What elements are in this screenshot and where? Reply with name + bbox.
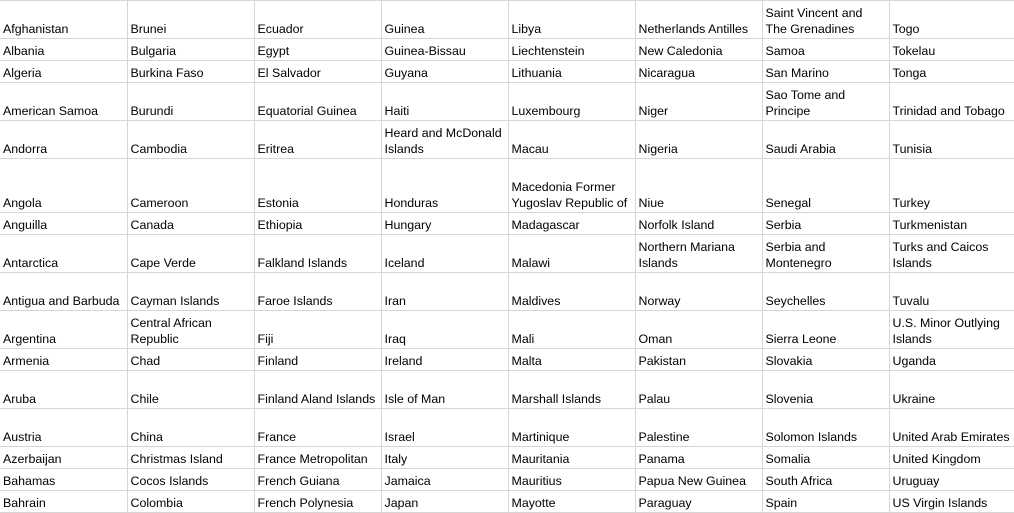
table-cell[interactable]: Nicaragua [635, 61, 762, 83]
table-cell[interactable]: Norway [635, 273, 762, 311]
table-cell[interactable]: Uganda [889, 349, 1014, 371]
table-cell[interactable]: US Virgin Islands [889, 491, 1014, 513]
table-cell[interactable]: Saint Vincent and The Grenadines [762, 1, 889, 39]
table-cell[interactable]: Norfolk Island [635, 213, 762, 235]
table-cell[interactable]: Mayotte [508, 491, 635, 513]
table-cell[interactable]: Algeria [0, 61, 127, 83]
table-cell[interactable]: Mauritania [508, 447, 635, 469]
table-cell[interactable]: Malta [508, 349, 635, 371]
table-cell[interactable]: Luxembourg [508, 83, 635, 121]
table-cell[interactable]: Saudi Arabia [762, 121, 889, 159]
table-cell[interactable]: Turkmenistan [889, 213, 1014, 235]
table-cell[interactable]: Cayman Islands [127, 273, 254, 311]
table-row [0, 447, 1014, 469]
table-cell[interactable]: Antarctica [0, 235, 127, 273]
table-cell[interactable]: France Metropolitan [254, 447, 381, 469]
table-row [0, 121, 1014, 159]
table-cell[interactable]: Iceland [381, 235, 508, 273]
table-row [0, 61, 1014, 83]
table-cell[interactable]: Andorra [0, 121, 127, 159]
table-cell[interactable]: Ukraine [889, 371, 1014, 409]
table-cell[interactable]: Albania [0, 39, 127, 61]
table-cell[interactable]: Brunei [127, 1, 254, 39]
table-cell[interactable]: Senegal [762, 159, 889, 213]
table-cell[interactable]: Maldives [508, 273, 635, 311]
table-cell[interactable]: American Samoa [0, 83, 127, 121]
table-cell[interactable]: Austria [0, 409, 127, 447]
table-row [0, 273, 1014, 311]
table-cell[interactable]: Cameroon [127, 159, 254, 213]
table-cell[interactable]: Nigeria [635, 121, 762, 159]
table-row [0, 371, 1014, 409]
table-cell[interactable]: Tonga [889, 61, 1014, 83]
table-row [0, 469, 1014, 491]
table-cell[interactable]: Chad [127, 349, 254, 371]
table-row [0, 39, 1014, 61]
table-cell[interactable]: Faroe Islands [254, 273, 381, 311]
table-cell[interactable]: Sao Tome and Principe [762, 83, 889, 121]
table-cell[interactable]: Macau [508, 121, 635, 159]
table-cell[interactable]: Slovakia [762, 349, 889, 371]
table-cell[interactable]: Canada [127, 213, 254, 235]
table-cell[interactable]: Libya [508, 1, 635, 39]
table-cell[interactable]: San Marino [762, 61, 889, 83]
table-cell[interactable]: Ecuador [254, 1, 381, 39]
table-cell[interactable]: Somalia [762, 447, 889, 469]
table-cell[interactable]: Burkina Faso [127, 61, 254, 83]
table-cell[interactable]: Iran [381, 273, 508, 311]
table-row [0, 83, 1014, 121]
table-cell[interactable]: Turks and Caicos Islands [889, 235, 1014, 273]
table-cell[interactable]: Falkland Islands [254, 235, 381, 273]
table-cell[interactable]: Mauritius [508, 469, 635, 491]
table-cell[interactable]: Antigua and Barbuda [0, 273, 127, 311]
table-cell[interactable]: Egypt [254, 39, 381, 61]
table-cell[interactable]: Honduras [381, 159, 508, 213]
table-row [0, 491, 1014, 513]
table-cell[interactable]: Colombia [127, 491, 254, 513]
table-cell[interactable]: Finland [254, 349, 381, 371]
table-cell[interactable]: Tokelau [889, 39, 1014, 61]
table-cell[interactable]: Guinea-Bissau [381, 39, 508, 61]
table-cell[interactable]: Niue [635, 159, 762, 213]
table-cell[interactable]: Macedonia Former Yugoslav Republic of [508, 159, 635, 213]
table-cell[interactable]: Paraguay [635, 491, 762, 513]
table-cell[interactable]: Equatorial Guinea [254, 83, 381, 121]
table-cell[interactable]: Ireland [381, 349, 508, 371]
table-row [0, 409, 1014, 447]
table-cell[interactable]: Oman [635, 311, 762, 349]
table-cell[interactable]: Seychelles [762, 273, 889, 311]
table-cell[interactable]: China [127, 409, 254, 447]
table-cell[interactable]: French Polynesia [254, 491, 381, 513]
table-cell[interactable]: Mali [508, 311, 635, 349]
table-cell[interactable]: Madagascar [508, 213, 635, 235]
table-row [0, 235, 1014, 273]
table-cell[interactable]: Netherlands Antilles [635, 1, 762, 39]
table-cell[interactable]: Aruba [0, 371, 127, 409]
table-cell[interactable]: Trinidad and Tobago [889, 83, 1014, 121]
table-cell[interactable]: Guinea [381, 1, 508, 39]
table-row [0, 349, 1014, 371]
table-cell[interactable]: Liechtenstein [508, 39, 635, 61]
table-cell[interactable]: Azerbaijan [0, 447, 127, 469]
table-cell[interactable]: Fiji [254, 311, 381, 349]
table-cell[interactable]: Ethiopia [254, 213, 381, 235]
table-cell[interactable]: Cocos Islands [127, 469, 254, 491]
table-cell[interactable]: Marshall Islands [508, 371, 635, 409]
table-cell[interactable]: Tunisia [889, 121, 1014, 159]
table-cell[interactable]: Angola [0, 159, 127, 213]
country-table-body [0, 1, 1014, 513]
table-row [0, 159, 1014, 213]
table-cell[interactable]: Slovenia [762, 371, 889, 409]
table-cell[interactable]: Martinique [508, 409, 635, 447]
table-cell[interactable]: Heard and McDonald Islands [381, 121, 508, 159]
table-row [0, 1, 1014, 39]
table-cell[interactable]: Niger [635, 83, 762, 121]
table-cell[interactable]: New Caledonia [635, 39, 762, 61]
table-cell[interactable]: Anguilla [0, 213, 127, 235]
table-cell[interactable]: Iraq [381, 311, 508, 349]
table-cell[interactable]: Spain [762, 491, 889, 513]
table-row [0, 311, 1014, 349]
table-cell[interactable]: Chile [127, 371, 254, 409]
table-cell[interactable]: Northern Mariana Islands [635, 235, 762, 273]
table-cell[interactable]: Serbia and Montenegro [762, 235, 889, 273]
table-cell[interactable]: Panama [635, 447, 762, 469]
table-cell[interactable]: Bahamas [0, 469, 127, 491]
table-cell[interactable]: Papua New Guinea [635, 469, 762, 491]
table-cell[interactable]: Eritrea [254, 121, 381, 159]
table-cell[interactable]: Estonia [254, 159, 381, 213]
table-cell[interactable]: Christmas Island [127, 447, 254, 469]
table-cell[interactable]: South Africa [762, 469, 889, 491]
table-cell[interactable]: Israel [381, 409, 508, 447]
table-cell[interactable]: Armenia [0, 349, 127, 371]
table-cell[interactable]: Malawi [508, 235, 635, 273]
table-cell[interactable]: Palau [635, 371, 762, 409]
table-cell[interactable]: Turkey [889, 159, 1014, 213]
table-cell[interactable]: Serbia [762, 213, 889, 235]
table-cell[interactable]: Cape Verde [127, 235, 254, 273]
table-cell[interactable]: Bahrain [0, 491, 127, 513]
table-cell[interactable]: Jamaica [381, 469, 508, 491]
table-cell[interactable]: Italy [381, 447, 508, 469]
table-cell[interactable]: Haiti [381, 83, 508, 121]
table-cell[interactable]: Japan [381, 491, 508, 513]
table-cell[interactable]: Pakistan [635, 349, 762, 371]
table-cell[interactable]: Central African Republic [127, 311, 254, 349]
table-cell[interactable]: Togo [889, 1, 1014, 39]
table-cell[interactable]: Afghanistan [0, 1, 127, 39]
table-cell[interactable]: United Kingdom [889, 447, 1014, 469]
table-cell[interactable]: Bulgaria [127, 39, 254, 61]
table-cell[interactable]: Burundi [127, 83, 254, 121]
table-cell[interactable]: Guyana [381, 61, 508, 83]
table-cell[interactable]: Sierra Leone [762, 311, 889, 349]
table-cell[interactable]: Solomon Islands [762, 409, 889, 447]
table-cell[interactable]: Samoa [762, 39, 889, 61]
table-cell[interactable]: Cambodia [127, 121, 254, 159]
table-cell[interactable]: Isle of Man [381, 371, 508, 409]
table-cell[interactable]: Tuvalu [889, 273, 1014, 311]
table-cell[interactable]: U.S. Minor Outlying Islands [889, 311, 1014, 349]
table-cell[interactable]: Lithuania [508, 61, 635, 83]
table-cell[interactable]: El Salvador [254, 61, 381, 83]
table-cell[interactable]: Palestine [635, 409, 762, 447]
table-cell[interactable]: Uruguay [889, 469, 1014, 491]
table-cell[interactable]: Hungary [381, 213, 508, 235]
table-cell[interactable]: France [254, 409, 381, 447]
table-cell[interactable]: United Arab Emirates [889, 409, 1014, 447]
table-cell[interactable]: Finland Aland Islands [254, 371, 381, 409]
table-cell[interactable]: French Guiana [254, 469, 381, 491]
table-cell[interactable]: Argentina [0, 311, 127, 349]
table-row [0, 213, 1014, 235]
